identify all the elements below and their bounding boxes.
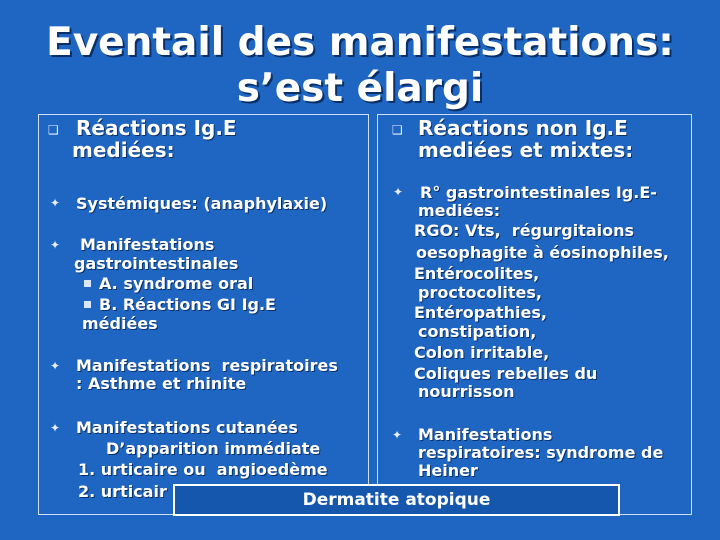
right-resp-line-3: Heiner (418, 461, 478, 480)
right-gi-line-7: Entéropathies, (414, 303, 547, 322)
right-header-line-2: mediées et mixtes: (418, 138, 634, 162)
right-header-line-1: Réactions non Ig.E (418, 116, 628, 140)
right-gi-line-1: R° gastrointestinales Ig.E- (420, 183, 657, 202)
right-gi-line-11: nourrisson (418, 382, 515, 401)
cutaneous-line-1: Manifestations cutanées (76, 418, 298, 437)
square-bullet-icon (84, 301, 91, 308)
right-gi-line-8: constipation, (418, 322, 537, 341)
gi-sub-item-a: A. syndrome oral (84, 274, 253, 293)
respiratory-line-2: : Asthme et rhinite (76, 374, 247, 393)
left-header-line-2: mediées: (72, 138, 175, 162)
diamond-bullet-icon: ✦ (50, 238, 61, 252)
gi-sub-item-b: B. Réactions GI Ig.E (84, 295, 276, 314)
square-bullet-icon (84, 280, 91, 287)
slide-title-line-1: Eventail des manifestations: (46, 20, 674, 65)
left-header-line-1: Réactions Ig.E (76, 116, 237, 140)
cutaneous-line-3: 1. urticaire ou angioedème (78, 460, 328, 479)
right-gi-line-2: mediées: (418, 201, 501, 220)
gi-sub-item-b-end: médiées (82, 314, 158, 333)
right-gi-line-6: proctocolites, (418, 283, 543, 302)
diamond-bullet-icon: ✦ (50, 359, 61, 373)
gi-manifestations-line-2: gastrointestinales (74, 254, 239, 273)
diamond-bullet-icon: ✦ (50, 421, 61, 435)
checkbox-bullet-icon: ❑ (48, 123, 59, 137)
cutaneous-line-2: D’apparition immédiate (106, 439, 321, 458)
right-gi-line-3: RGO: Vts, régurgitaions (414, 221, 635, 240)
right-gi-line-5: Entérocolites, (414, 264, 540, 283)
right-gi-line-4: oesophagite à éosinophiles, (416, 243, 669, 262)
diamond-bullet-icon: ✦ (393, 185, 404, 199)
respiratory-line-1: Manifestations respiratoires (76, 356, 338, 375)
slide-title-line-2: s’est élargi (236, 66, 484, 111)
cutaneous-line-4: 2. urticair (78, 482, 167, 501)
right-resp-line-1: Manifestations (418, 425, 553, 444)
diamond-bullet-icon: ✦ (50, 196, 61, 210)
systemic-reactions-item: Systémiques: (anaphylaxie) (76, 194, 328, 213)
checkbox-bullet-icon: ❑ (392, 123, 403, 137)
right-gi-line-10: Coliques rebelles du (414, 364, 598, 383)
right-gi-line-9: Colon irritable, (414, 343, 550, 362)
right-resp-line-2: respiratoires: syndrome de (418, 443, 664, 462)
gi-manifestations-line-1: Manifestations (80, 235, 215, 254)
atopic-dermatitis-overlay-box: Dermatite atopique (173, 484, 620, 516)
diamond-bullet-icon: ✦ (392, 428, 403, 442)
